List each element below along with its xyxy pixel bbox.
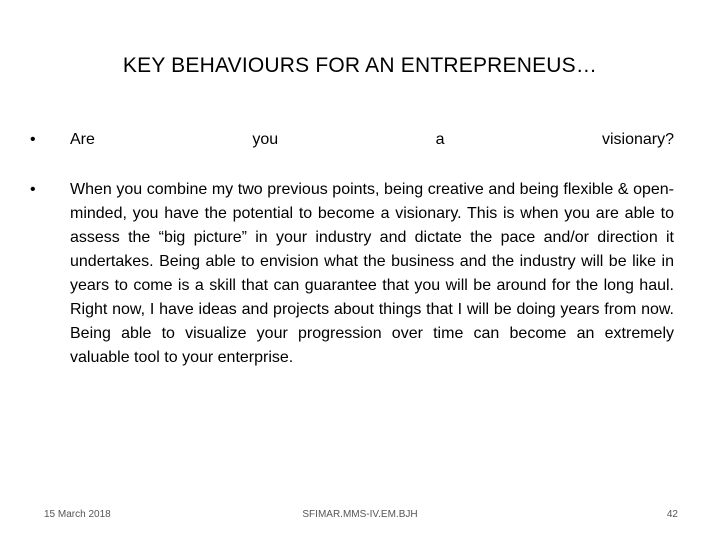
footer-page-number: 42 <box>666 509 678 520</box>
question-word: visionary? <box>601 131 674 148</box>
question-word: Are <box>70 131 95 148</box>
bullet-dot-icon: • <box>30 181 36 198</box>
bullet-item-paragraph <box>30 178 674 370</box>
question-word: you <box>252 131 279 148</box>
bullet-paragraph-text: When you combine my two previous points, being creative and being flexible & open-minded, you have the potential to become a visionary. This is when you are able to assess the “big picture” in your industry and dictate the pace and/or direction it undertakes. Being able to envision what the business and the industry will be like in years to come is a skill that can guarantee that you will be around for the long haul. Right now, I have ideas and projects about things that I will be doing years from now. Being able to visualize your progression over time can become an extremely valuable tool to your enterprise. <box>70 181 674 366</box>
slide-title: KEY BEHAVIOURS FOR AN ENTREPRENEUS… <box>122 54 598 77</box>
bullet-list <box>30 128 674 370</box>
footer-center-text: SFIMAR.MMS-IV.EM.BJH <box>302 509 418 520</box>
bullet-dot-icon: • <box>30 131 36 148</box>
footer-date: 15 March 2018 <box>44 509 111 520</box>
bullet-question-text <box>70 128 674 152</box>
question-word: a <box>435 131 445 148</box>
bullet-item-question <box>30 128 674 152</box>
